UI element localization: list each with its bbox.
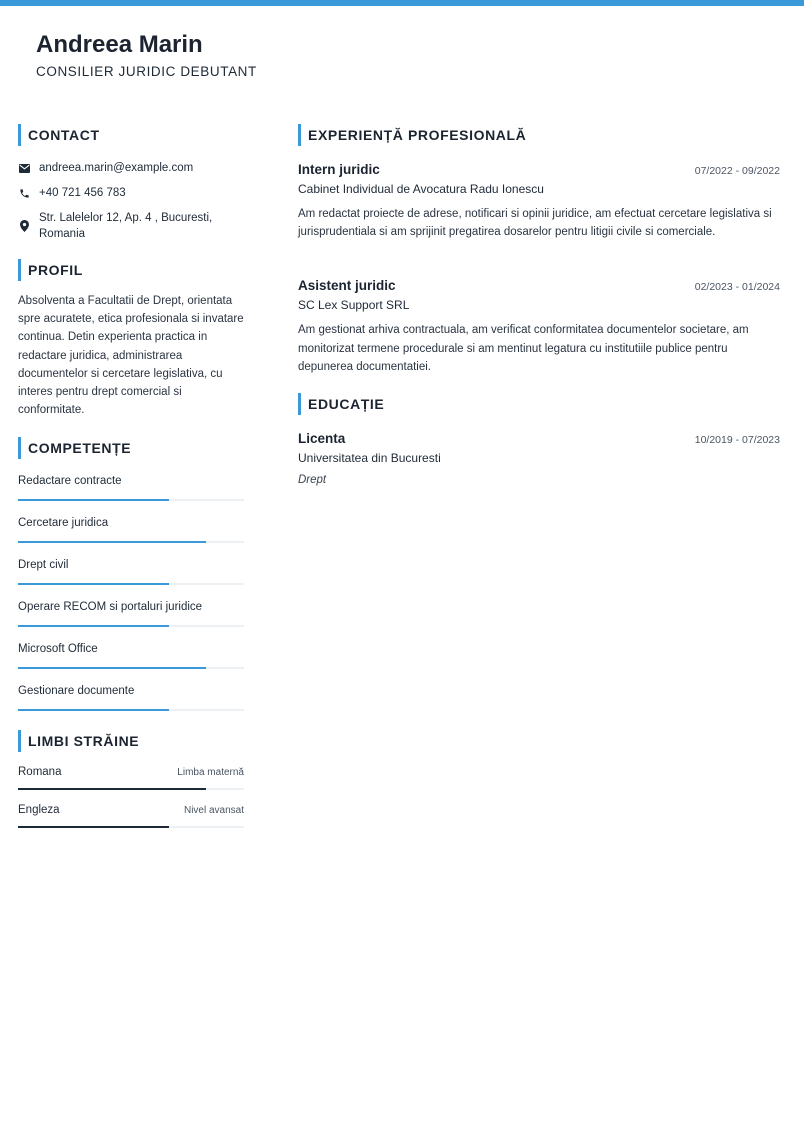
experience-heading: EXPERIENȚĂ PROFESIONALĂ	[298, 124, 780, 146]
mail-icon	[18, 160, 31, 176]
profile-heading: PROFIL	[18, 259, 244, 281]
contact-heading: CONTACT	[18, 124, 244, 146]
job-description: Am redactat proiecte de adrese, notificari si opinii juridice, am efectuat cercetare legislativa si jurisprudentiala si am sprijinit pregatirea dosarelor pentru litigii civile si comerciale.	[298, 208, 772, 239]
skill-level-bar	[18, 541, 244, 543]
contact-phone[interactable]	[18, 185, 244, 201]
education-entry	[298, 431, 780, 486]
skill-item	[18, 473, 244, 501]
address-line-1: Str. Lalelelor 12, Ap. 4 , Bucuresti,	[39, 212, 213, 224]
school-name: Universitatea din Bucuresti	[298, 451, 441, 466]
skill-item	[18, 557, 244, 585]
skill-item	[18, 683, 244, 711]
address-text	[39, 210, 212, 242]
language-name: Engleza	[18, 804, 60, 817]
education-heading: EDUCAȚIE	[298, 393, 780, 415]
candidate-title: CONSILIER JURIDIC DEBUTANT	[36, 64, 257, 79]
language-item	[18, 804, 244, 828]
skill-level-fill	[18, 625, 169, 627]
education-dates: 10/2019 - 07/2023	[694, 434, 780, 447]
job-description: Am gestionat arhiva contractuala, am verificat conformitatea documentelor societare, am monitorizat termene procedurale si am mentinut legatura cu institutiile publice pentru depunerea documentatiei.	[298, 324, 749, 373]
location-pin-icon	[18, 210, 31, 242]
right-column	[298, 124, 780, 486]
language-level-fill	[18, 826, 169, 828]
skill-level-fill	[18, 583, 169, 585]
language-level: Nivel avansat	[183, 805, 244, 817]
languages-heading: LIMBI STRĂINE	[18, 730, 244, 752]
job-dates: 07/2022 - 09/2022	[694, 165, 780, 177]
resume-header	[36, 30, 257, 79]
skill-level-fill	[18, 541, 206, 543]
skill-label: Gestionare documente	[18, 685, 135, 698]
phone-text: +40 721 456 783	[39, 187, 126, 199]
skill-level-bar	[18, 625, 244, 627]
candidate-name: Andreea Marin	[36, 31, 203, 58]
experience-entry	[298, 278, 780, 376]
address-line-2: Romania	[39, 228, 86, 240]
contact-address	[18, 210, 244, 242]
skill-label: Operare RECOM si portaluri juridice	[18, 601, 203, 614]
contact-email[interactable]	[18, 160, 244, 176]
job-role: Asistent juridic	[298, 278, 396, 294]
language-item	[18, 766, 244, 790]
job-employer: SC Lex Support SRL	[298, 298, 410, 313]
languages-list	[18, 766, 244, 828]
skill-level-bar	[18, 499, 244, 501]
email-text: andreea.marin@example.com	[39, 162, 194, 174]
skill-label: Cercetare juridica	[18, 517, 109, 530]
degree-name: Licenta	[298, 431, 346, 447]
skills-heading: COMPETENȚE	[18, 437, 244, 459]
skill-level-fill	[18, 667, 206, 669]
language-name: Romana	[18, 766, 62, 779]
job-dates: 02/2023 - 01/2024	[694, 281, 780, 294]
experience-entry	[298, 162, 780, 241]
skill-level-fill	[18, 709, 169, 711]
top-accent-bar	[0, 0, 804, 6]
job-role: Intern juridic	[298, 162, 380, 177]
skill-level-bar	[18, 667, 244, 669]
skill-item	[18, 515, 244, 543]
skill-label: Microsoft Office	[18, 643, 98, 656]
phone-icon	[18, 185, 31, 201]
contact-list	[18, 160, 244, 242]
skill-item	[18, 641, 244, 669]
left-column	[18, 124, 244, 828]
language-level-fill	[18, 788, 206, 790]
skill-level-bar	[18, 583, 244, 585]
job-employer: Cabinet Individual de Avocatura Radu Ionescu	[298, 182, 544, 196]
skill-level-fill	[18, 499, 169, 501]
skill-level-bar	[18, 709, 244, 711]
skill-item	[18, 599, 244, 627]
skill-label: Drept civil	[18, 559, 69, 572]
language-level-bar	[18, 826, 244, 828]
skill-label: Redactare contracte	[18, 475, 122, 488]
language-level-bar	[18, 788, 244, 790]
profile-text: Absolventa a Facultatii de Drept, orientata spre acuratete, etica profesionala si invatare continua. Detin experienta practica in redactare juridica, administrarea documentelor si cercetare legislativa, cu interes pentru drept comercial si conformitate.	[18, 295, 244, 417]
skills-list	[18, 473, 244, 711]
language-level: Limba maternă	[177, 767, 244, 779]
field-of-study: Drept	[298, 474, 327, 487]
